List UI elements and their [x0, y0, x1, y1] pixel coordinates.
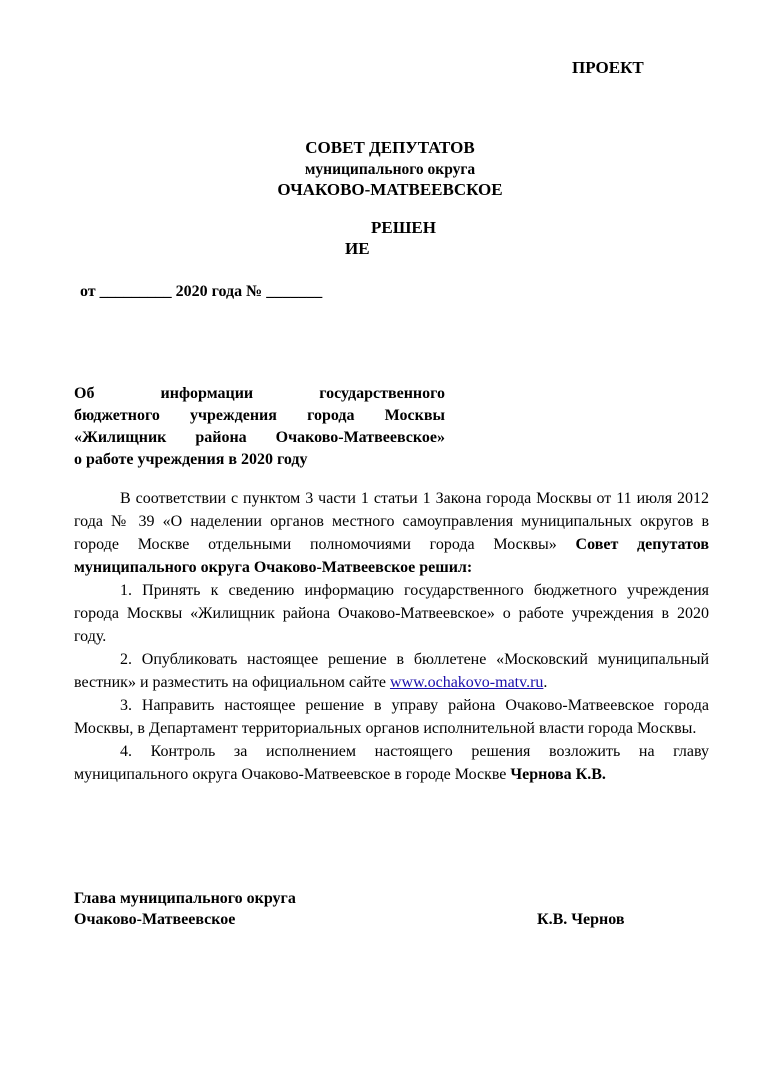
item-2 [74, 648, 709, 694]
decision-title-part1: РЕШЕН [371, 218, 436, 237]
date-line: от _________ 2020 года № _______ [80, 283, 323, 300]
item-2-end: . [543, 674, 548, 691]
item-4 [74, 740, 709, 786]
item-3: 3. Направить настоящее решение в управу района Очаково-Матвеевское города Москвы, в Департамент территориальных органов исполнительной власти города Москвы. [74, 697, 709, 737]
signature-title-line2: Очаково-Матвеевское [74, 911, 236, 928]
preamble-text: В соответствии с пунктом 3 части 1 статьи 1 Закона города Москвы от 11 июля 2012 года № 39 «О наделении органов местного самоуправления муниципальных округов в городе Москве отдельными полномочиями города Москвы» [74, 490, 709, 553]
decision-title-part2: ИЕ [345, 239, 370, 258]
subject-line: о работе учреждения в 2020 году [74, 451, 308, 468]
signature-title-line1: Глава муниципального округа [74, 890, 296, 907]
subject-line: Об информации государственного [74, 385, 445, 402]
item-1: 1. Принять к сведению информацию государственного бюджетного учреждения города Москвы «Жилищник района Очаково-Матвеевское» о работе учреждения в 2020 году. [74, 582, 709, 645]
item-4-person: Чернова К.В. [510, 766, 606, 783]
decision-subject [74, 383, 445, 471]
signature-name: К.В. Чернов [537, 911, 625, 928]
item-2-text: 2. Опубликовать настоящее решение в бюллетене «Московский муниципальный вестник» и разместить на официальном сайте [74, 651, 709, 691]
draft-label: ПРОЕКТ [572, 58, 644, 77]
website-link[interactable]: www.ochakovo-matv.ru [389, 674, 544, 691]
preamble-resolution: Совет депутатов муниципального округа Очаково-Матвеевское решил: [74, 536, 710, 576]
decision-body [74, 487, 709, 786]
subject-line: «Жилищник района Очаково-Матвеевское» [74, 429, 445, 446]
district-name: ОЧАКОВО-МАТВЕЕВСКОЕ [277, 180, 503, 199]
preamble-paragraph [74, 487, 709, 579]
council-subtitle: муниципального округа [304, 161, 476, 178]
subject-line: бюджетного учреждения города Москвы [74, 407, 445, 424]
council-title: СОВЕТ ДЕПУТАТОВ [305, 138, 475, 157]
item-4-text: 4. Контроль за исполнением настоящего решения возложить на главу муниципального округа Очаково-Матвеевское в городе Москве [74, 743, 709, 783]
